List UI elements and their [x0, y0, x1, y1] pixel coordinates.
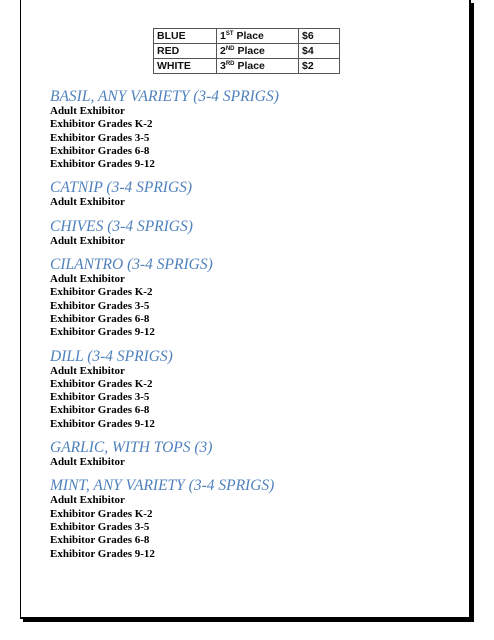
exhibitor-division: Exhibitor Grades K-2: [50, 118, 153, 131]
place-suffix: ND: [225, 46, 235, 52]
exhibitor-division: Exhibitor Grades 9-12: [50, 326, 155, 339]
place-word: Place: [236, 30, 264, 42]
place-cell: [217, 59, 299, 74]
exhibitor-division: Adult Exhibitor: [50, 273, 125, 286]
place-number: 3: [220, 60, 226, 72]
exhibitor-division: Exhibitor Grades K-2: [50, 507, 153, 520]
class-list: [50, 88, 480, 569]
exhibitor-division: Exhibitor Grades 9-12: [50, 417, 155, 430]
ribbon-color-cell: RED: [154, 44, 217, 59]
prize-table: [153, 28, 340, 74]
exhibitor-division: Adult Exhibitor: [50, 364, 125, 377]
exhibitor-division: Exhibitor Grades 6-8: [50, 534, 150, 547]
place-suffix: ST: [225, 31, 234, 37]
exhibitor-division: Adult Exhibitor: [50, 456, 125, 469]
class-section: [50, 218, 480, 248]
exhibitor-division: Exhibitor Grades 3-5: [50, 520, 150, 533]
place-cell: [217, 44, 299, 59]
place-number: 1: [220, 30, 226, 42]
exhibitor-division: Adult Exhibitor: [50, 234, 125, 247]
place-cell: [217, 29, 299, 44]
prize-table-body: [154, 29, 340, 74]
exhibitor-division: Exhibitor Grades 6-8: [50, 144, 150, 157]
exhibitor-division: Exhibitor Grades 9-12: [50, 158, 155, 171]
class-section: [50, 256, 480, 339]
exhibitor-division: Exhibitor Grades 9-12: [50, 547, 155, 560]
place-suffix: RD: [225, 61, 235, 67]
class-section: [50, 477, 480, 560]
prize-row: [154, 59, 340, 74]
prize-row: [154, 44, 340, 59]
class-title: BASIL, ANY VARIETY (3-4 SPRIGS): [50, 88, 279, 105]
exhibitor-division: Adult Exhibitor: [50, 105, 125, 117]
place-word: Place: [237, 60, 265, 72]
exhibitor-division: Exhibitor Grades 3-5: [50, 131, 150, 144]
class-title: MINT, ANY VARIETY (3-4 SPRIGS): [50, 477, 275, 495]
exhibitor-division: Exhibitor Grades 6-8: [50, 312, 150, 325]
exhibitor-division: Exhibitor Grades K-2: [50, 377, 153, 390]
place-number: 2: [220, 45, 226, 57]
prize-amount-cell: $4: [299, 44, 340, 59]
exhibitor-division: Exhibitor Grades 3-5: [50, 391, 150, 404]
ribbon-color-cell: BLUE: [154, 29, 217, 44]
class-title: CATNIP (3-4 SPRIGS): [50, 179, 193, 197]
class-section: [50, 348, 480, 431]
exhibitor-division: Exhibitor Grades 6-8: [50, 404, 150, 417]
exhibitor-division: Adult Exhibitor: [50, 494, 125, 507]
class-title: CHIVES (3-4 SPRIGS): [50, 217, 193, 235]
class-section: [50, 439, 480, 469]
document-page: [20, 0, 471, 619]
class-title: CILANTRO (3-4 SPRIGS): [50, 256, 213, 274]
prize-amount-cell: $2: [299, 59, 340, 74]
place-word: Place: [237, 45, 265, 57]
exhibitor-division: Adult Exhibitor: [50, 196, 125, 209]
prize-row: [154, 29, 340, 44]
class-section: [50, 179, 480, 209]
prize-amount-cell: $6: [299, 29, 340, 44]
class-title: DILL (3-4 SPRIGS): [50, 347, 173, 365]
class-title: GARLIC, WITH TOPS (3): [50, 439, 213, 457]
exhibitor-division: Exhibitor Grades 3-5: [50, 299, 150, 312]
class-section: [50, 88, 480, 171]
exhibitor-division: Exhibitor Grades K-2: [50, 286, 153, 299]
ribbon-color-cell: WHITE: [154, 59, 217, 74]
